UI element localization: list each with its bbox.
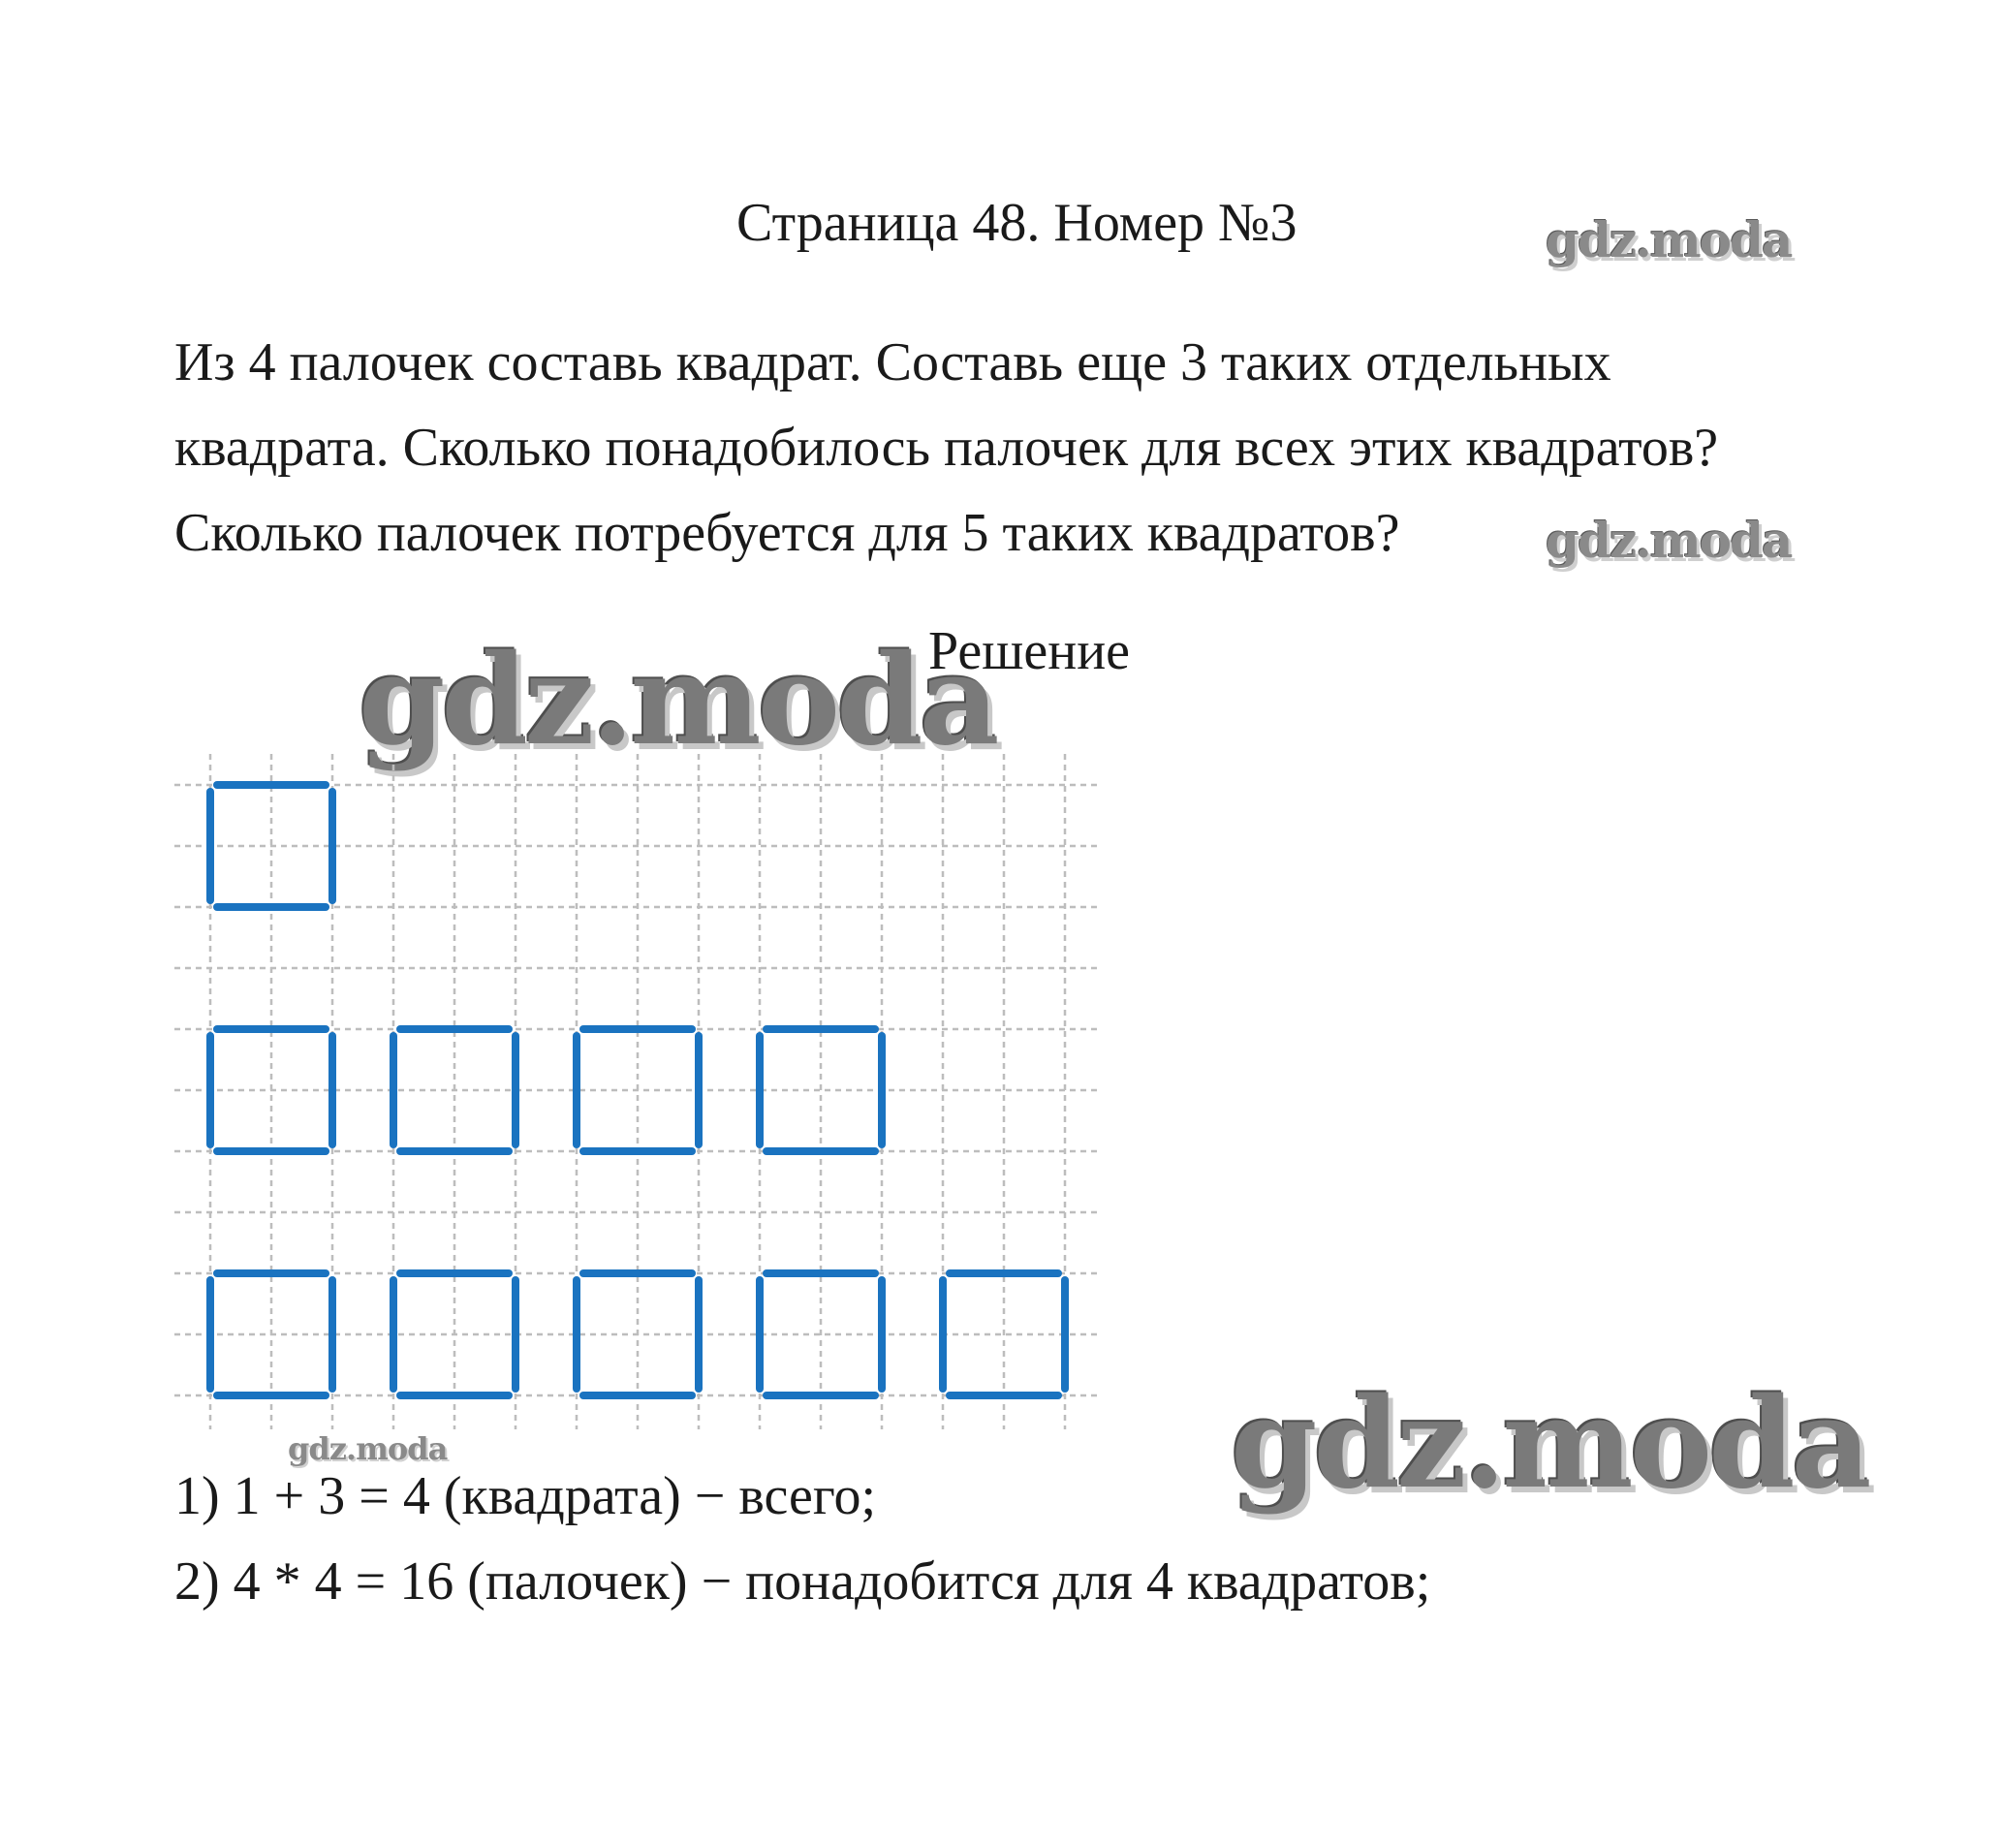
grid-lines xyxy=(174,754,1099,1429)
stick-squares-figure xyxy=(165,736,1124,1454)
solution-label: Решение xyxy=(928,621,1131,681)
solution-steps xyxy=(174,1454,1430,1624)
task-line: Сколько палочек потребуется для 5 таких квадратов? xyxy=(174,503,1400,563)
task-line: квадрата. Сколько понадобилось палочек для всех этих квадратов? xyxy=(174,418,1719,478)
task-line: Из 4 палочек составь квадрат. Составь еще 3 таких отдельных xyxy=(174,332,1611,392)
watermark-logo: gdz.moda xyxy=(359,628,996,773)
watermark-logo: gdz.moda xyxy=(1546,211,1792,268)
solution-step: 1) 1 + 3 = 4 (квадрата) − всего; xyxy=(174,1466,877,1526)
watermark-logo: gdz.moda xyxy=(1546,512,1792,569)
watermark-logo: gdz.moda xyxy=(288,1430,448,1467)
page-title: Страница 48. Номер №3 xyxy=(736,193,1298,253)
watermark-logo: gdz.moda xyxy=(1231,1371,1868,1517)
solution-step: 2) 4 * 4 = 16 (палочек) − понадобится для 4 квадратов; xyxy=(174,1551,1431,1612)
